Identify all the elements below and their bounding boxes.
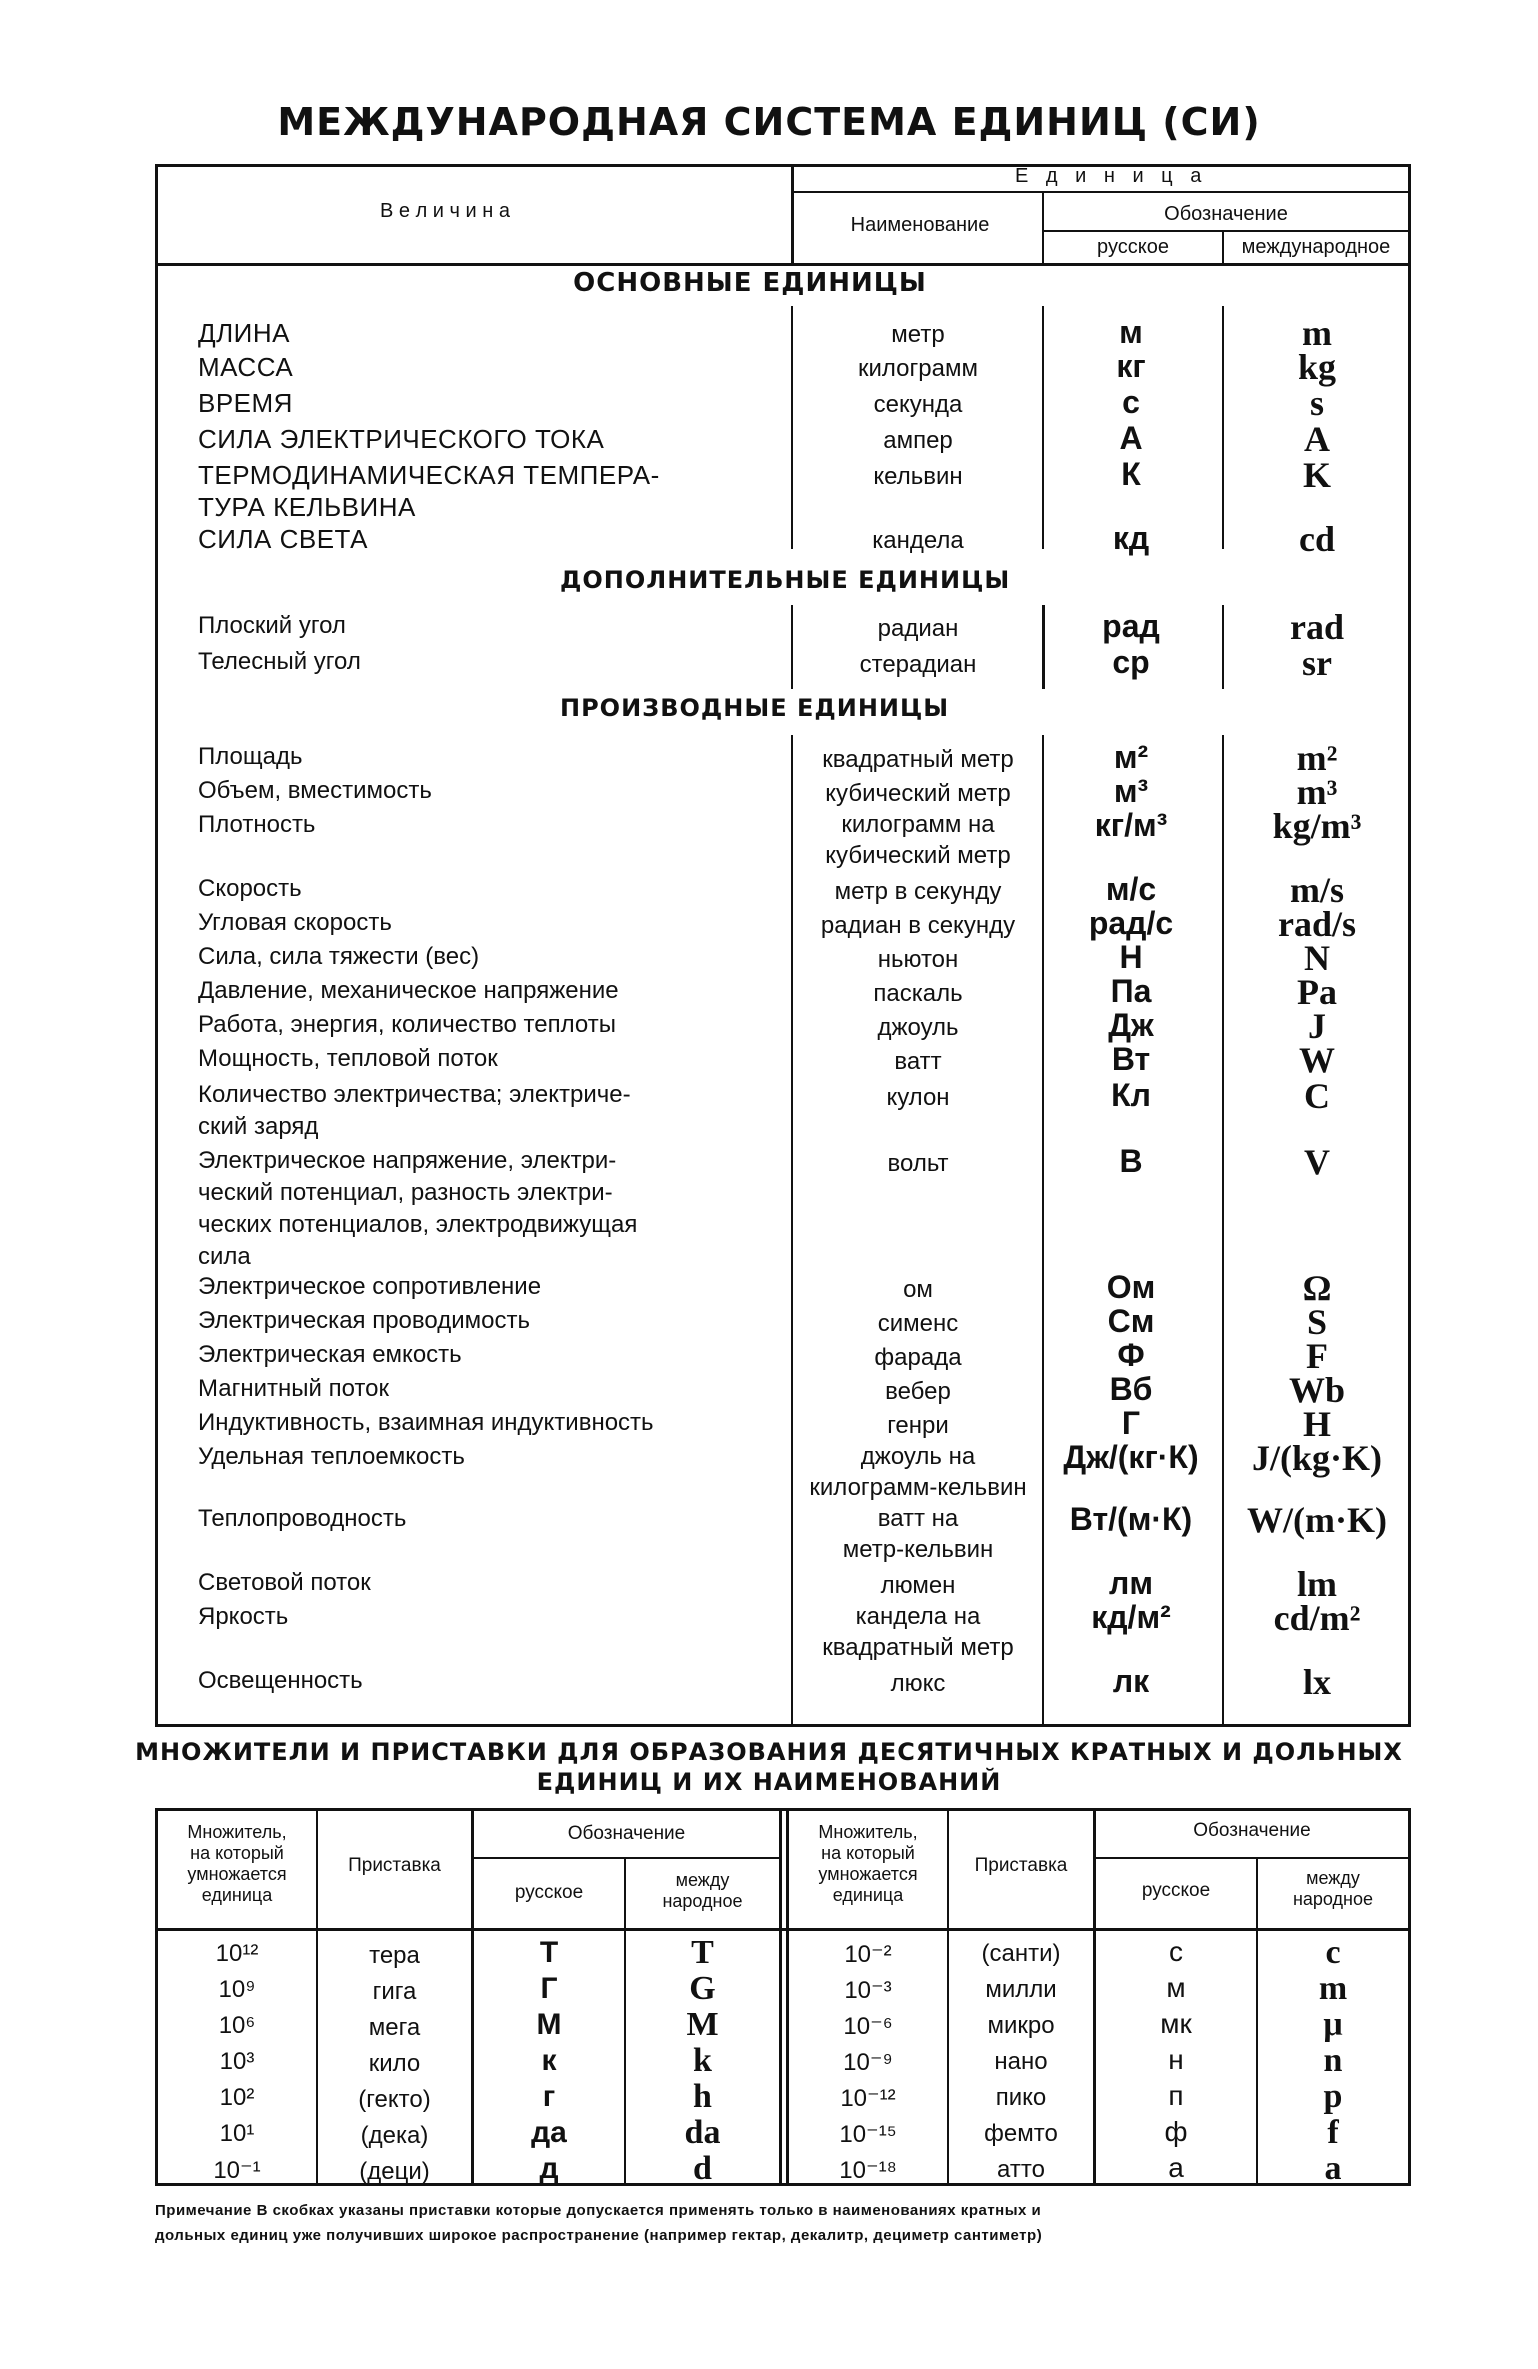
russian-symbol: кг [1116, 348, 1146, 384]
international-symbol: lx [1302, 1662, 1331, 1702]
unit-name: стерадиан [859, 651, 977, 678]
designation-header: Обозначение [1164, 203, 1288, 225]
russian-symbol: Н [1119, 939, 1143, 975]
unit-name: ом [903, 1276, 933, 1303]
international-symbol: lm [1297, 1564, 1337, 1604]
prefix-russian-symbol: мк [1160, 2008, 1192, 2039]
prefix-russian-symbol: п [1168, 2080, 1184, 2111]
russian-header-left: русское [514, 1882, 584, 1903]
international-symbol: sr [1302, 643, 1332, 683]
unit-name: джоуль [877, 1014, 959, 1041]
prefix-name: кило [368, 2050, 421, 2077]
prefix-name: мега [368, 2014, 421, 2041]
russian-symbol: рад [1102, 608, 1160, 644]
quantity-label: Электрическая проводимость [198, 1307, 530, 1334]
multiplier-value: 10¹² [215, 1940, 259, 1967]
russian-symbol: См [1107, 1303, 1155, 1339]
note-line-1: Примечание В скобках указаны приставки которые допускается применять только в наименованиях кратных и [155, 2202, 1042, 2219]
multiplier-value: 10⁻² [844, 1941, 892, 1968]
russian-symbol: с [1122, 384, 1140, 420]
multiplier-value: 10⁻¹ [213, 2157, 261, 2184]
name-header: Наименование [850, 214, 990, 236]
prefix-intl-symbol: n [1323, 2042, 1343, 2079]
russian-symbol: м/с [1105, 871, 1157, 907]
quantity-label: Теплопроводность [198, 1505, 407, 1532]
multiplier-value: 10⁶ [218, 2012, 256, 2039]
international-symbol: m³ [1296, 772, 1338, 812]
russian-symbol: рад/с [1088, 905, 1174, 941]
quantity-label: ДЛИНА [198, 318, 290, 348]
multiplier-value: 10⁻¹² [840, 2085, 896, 2112]
russian-header: русское [1097, 236, 1169, 258]
quantity-label: Количество электричества; электриче- [198, 1081, 631, 1108]
prefix-name: (санти) [981, 1940, 1061, 1967]
designation-header-right: Обозначение [1193, 1820, 1311, 1841]
prefix-russian-symbol: Т [539, 1936, 559, 1969]
prefix-russian-symbol: н [1168, 2044, 1184, 2075]
prefix-russian-symbol: с [1169, 1936, 1183, 1967]
quantity-label: Скорость [198, 875, 302, 902]
russian-symbol: лм [1109, 1565, 1153, 1601]
quantity-label: МАССА [198, 352, 294, 382]
quantity-label: Удельная теплоемкость [198, 1443, 465, 1470]
prefix-name: (деци) [359, 2158, 430, 2185]
international-symbol: Ω [1302, 1268, 1332, 1308]
unit-name: радиан [877, 615, 959, 642]
quantity-label: СИЛА ЭЛЕКТРИЧЕСКОГО ТОКА [198, 424, 605, 454]
prefix-russian-symbol: да [531, 2116, 567, 2149]
russian-symbol: кд/м² [1091, 1599, 1171, 1635]
unit-name: генри [887, 1412, 949, 1439]
unit-name: ватт на [877, 1505, 959, 1532]
international-symbol: s [1309, 383, 1324, 423]
unit-name: кубический метр [825, 780, 1011, 807]
international-symbol: S [1306, 1302, 1328, 1342]
prefix-name: микро [987, 2012, 1055, 2039]
international-header: международное [1241, 236, 1391, 258]
quantity-label: ский заряд [198, 1113, 319, 1140]
international-symbol: m² [1296, 738, 1338, 778]
quantity-label: Яркость [198, 1603, 289, 1630]
prefix-name: гига [372, 1978, 417, 2005]
russian-symbol: м [1119, 314, 1143, 350]
prefix-intl-symbol: p [1323, 2078, 1343, 2115]
international-symbol: A [1304, 419, 1330, 459]
prefix-intl-symbol: M [686, 2006, 719, 2043]
unit-name: джоуль на [860, 1443, 976, 1470]
international-symbol: W [1299, 1040, 1335, 1080]
unit-name: фарада [874, 1344, 962, 1371]
unit-name: кандела на [855, 1603, 981, 1630]
russian-symbol: лк [1112, 1663, 1150, 1699]
prefix-intl-symbol: T [691, 1934, 714, 1971]
russian-symbol: Па [1110, 973, 1152, 1009]
multiplier-value: 10⁻¹⁵ [839, 2121, 897, 2148]
international-symbol: Wb [1288, 1370, 1346, 1410]
prefix-name: фемто [984, 2120, 1058, 2147]
russian-symbol: Вт [1111, 1041, 1151, 1077]
prefix-name: (дека) [360, 2122, 429, 2149]
international-symbol: K [1302, 455, 1331, 495]
russian-symbol: м³ [1113, 773, 1149, 809]
quantity-label: Электрическое сопротивление [198, 1273, 542, 1300]
unit-name-cont: метр-кельвин [842, 1536, 994, 1563]
prefix-intl-symbol: m [1318, 1970, 1348, 2007]
international-symbol: J [1308, 1006, 1326, 1046]
prefix-intl-symbol: d [693, 2150, 712, 2187]
unit-name: ньютон [877, 946, 959, 973]
quantity-label: Плоский угол [198, 612, 346, 639]
prefix-intl-symbol: μ [1323, 2006, 1343, 2043]
international-symbol: H [1302, 1404, 1331, 1444]
quantity-label: Плотность [198, 811, 316, 838]
prefixes-title-line2: ЕДИНИЦ И ИХ НАИМЕНОВАНИЙ [536, 1768, 1002, 1796]
unit-name: ампер [883, 427, 953, 454]
russian-symbol: А [1119, 420, 1143, 456]
multiplier-header-left: Множитель, на который умножается единица [187, 1822, 287, 1905]
quantity-label: Мощность, тепловой поток [198, 1045, 498, 1072]
prefix-intl-symbol: da [684, 2114, 721, 2151]
russian-symbol: Вт/(м·К) [1069, 1501, 1193, 1537]
prefix-name: пико [995, 2084, 1047, 2111]
russian-symbol: кг/м³ [1094, 807, 1168, 843]
intl-header-right: между народное [1292, 1868, 1374, 1909]
unit-name: кельвин [873, 463, 963, 490]
section-derived-units: ПРОИЗВОДНЫЕ ЕДИНИЦЫ [560, 694, 950, 722]
prefix-intl-symbol: a [1324, 2150, 1342, 2187]
unit-name: вольт [887, 1150, 949, 1177]
unit-name-cont: кубический метр [825, 842, 1011, 869]
international-symbol: F [1306, 1336, 1328, 1376]
international-symbol: W/(m·K) [1247, 1500, 1387, 1540]
unit-name: радиан в секунду [820, 912, 1016, 939]
unit-name: квадратный метр [822, 746, 1014, 773]
multiplier-value: 10⁻¹⁸ [839, 2157, 897, 2184]
quantity-header: В е л и ч и н а [380, 200, 510, 222]
quantity-label: Площадь [198, 743, 303, 770]
multiplier-value: 10⁹ [218, 1976, 256, 2003]
prefix-russian-symbol: ф [1164, 2116, 1188, 2147]
prefixes-title-line1: МНОЖИТЕЛИ И ПРИСТАВКИ ДЛЯ ОБРАЗОВАНИЯ ДЕСЯТИЧНЫХ КРАТНЫХ И ДОЛЬНЫХ [135, 1738, 1403, 1766]
prefix-header-right: Приставка [974, 1855, 1068, 1876]
unit-name: кулон [886, 1084, 950, 1111]
section-base-units: ОСНОВНЫЕ ЕДИНИЦЫ [573, 268, 927, 298]
multiplier-value: 10⁻⁶ [843, 2013, 893, 2040]
russian-symbol: кд [1112, 520, 1150, 556]
quantity-label: ческий потенциал, разность электри- [198, 1179, 613, 1206]
prefix-russian-symbol: м [1166, 1972, 1186, 2003]
multiplier-value: 10¹ [219, 2120, 255, 2147]
russian-symbol: К [1121, 456, 1141, 492]
russian-symbol: В [1119, 1143, 1143, 1179]
quantity-label: Давление, механическое напряжение [198, 977, 619, 1004]
quantity-label: ТЕРМОДИНАМИЧЕСКАЯ ТЕМПЕРА- [198, 460, 660, 490]
unit-name: килограмм [858, 355, 978, 382]
quantity-label: ТУРА КЕЛЬВИНА [198, 492, 416, 522]
prefix-russian-symbol: д [539, 2152, 559, 2185]
quantity-label: Телесный угол [198, 648, 361, 675]
international-symbol: J/(kg·K) [1251, 1438, 1382, 1478]
international-symbol: kg/m³ [1272, 806, 1362, 846]
prefix-name: милли [985, 1976, 1057, 2003]
russian-symbol: Ф [1117, 1337, 1145, 1373]
unit-name: люмен [880, 1572, 956, 1599]
international-symbol: rad [1290, 607, 1344, 647]
unit-name: метр в секунду [834, 878, 1002, 905]
russian-symbol: Дж [1108, 1007, 1154, 1043]
russian-symbol: м² [1113, 739, 1149, 775]
unit-name: ватт [894, 1048, 942, 1075]
russian-header-right: русское [1141, 1880, 1211, 1901]
international-symbol: cd/m² [1273, 1598, 1361, 1638]
russian-symbol: Г [1121, 1405, 1141, 1441]
prefix-header-left: Приставка [348, 1855, 441, 1876]
unit-name-cont: килограмм-кельвин [809, 1474, 1027, 1501]
prefix-intl-symbol: G [689, 1970, 716, 2007]
unit-header: Е д и н и ц а [1015, 165, 1208, 187]
multiplier-value: 10⁻³ [844, 1977, 892, 2004]
quantity-label: СИЛА СВЕТА [198, 524, 368, 554]
quantity-label: сила [198, 1243, 251, 1270]
multiplier-value: 10⁻⁹ [843, 2049, 893, 2076]
quantity-label: Работа, энергия, количество теплоты [198, 1011, 616, 1038]
multiplier-value: 10³ [219, 2048, 255, 2075]
unit-name: секунда [873, 391, 963, 418]
prefix-russian-symbol: М [536, 2008, 562, 2041]
international-symbol: kg [1297, 347, 1337, 387]
quantity-label: Угловая скорость [198, 909, 392, 936]
quantity-label: Электрическое напряжение, электри- [198, 1147, 617, 1174]
international-symbol: cd [1299, 519, 1335, 559]
quantity-label: Световой поток [198, 1569, 371, 1596]
quantity-label: Освещенность [198, 1667, 363, 1694]
russian-symbol: Ом [1106, 1269, 1156, 1305]
unit-name-cont: квадратный метр [822, 1634, 1014, 1661]
unit-name: паскаль [873, 980, 963, 1007]
multiplier-value: 10² [219, 2084, 255, 2111]
quantity-label: Объем, вместимость [198, 777, 432, 804]
prefix-name: атто [997, 2156, 1045, 2183]
quantity-label: Электрическая емкость [198, 1341, 462, 1368]
international-symbol: N [1304, 938, 1330, 978]
multiplier-header-right: Множитель, на который умножается единица [818, 1822, 918, 1905]
russian-symbol: Кл [1111, 1077, 1151, 1113]
prefix-name: нано [994, 2048, 1048, 2075]
designation-header-left: Обозначение [567, 1823, 686, 1844]
international-symbol: m [1302, 313, 1332, 353]
prefix-russian-symbol: к [541, 2044, 557, 2077]
russian-symbol: Вб [1109, 1371, 1153, 1407]
prefix-intl-symbol: f [1327, 2114, 1339, 2151]
unit-name: вебер [885, 1378, 951, 1405]
prefix-name: (гекто) [358, 2086, 431, 2113]
intl-header-left: между народное [662, 1870, 743, 1911]
unit-name: килограмм на [841, 811, 995, 838]
russian-symbol: ср [1112, 644, 1150, 680]
prefix-name: тера [369, 1942, 420, 1969]
quantity-label: Индуктивность, взаимная индуктивность [198, 1409, 654, 1436]
quantity-label: Сила, сила тяжести (вес) [198, 943, 480, 970]
international-symbol: C [1304, 1076, 1330, 1116]
unit-name: метр [891, 321, 945, 348]
prefix-intl-symbol: k [693, 2042, 712, 2079]
section-supplementary-units: ДОПОЛНИТЕЛЬНЫЕ ЕДИНИЦЫ [560, 566, 1011, 594]
quantity-label: Магнитный поток [198, 1375, 389, 1402]
quantity-label: ческих потенциалов, электродвижущая [198, 1211, 638, 1238]
russian-symbol: Дж/(кг·К) [1063, 1439, 1199, 1475]
prefix-russian-symbol: г [542, 2080, 556, 2113]
quantity-label: ВРЕМЯ [198, 388, 293, 418]
prefix-intl-symbol: h [693, 2078, 712, 2115]
international-symbol: rad/s [1277, 904, 1356, 944]
note-line-2: дольных единиц уже получивших широкое распространение (например гектар, декалитр, дециметр сантиметр) [155, 2227, 1043, 2244]
prefix-russian-symbol: Г [540, 1972, 558, 2005]
international-symbol: V [1304, 1142, 1330, 1182]
unit-name: кандела [872, 527, 964, 554]
prefix-russian-symbol: а [1168, 2152, 1184, 2183]
prefix-intl-symbol: c [1325, 1934, 1341, 1971]
page-title: МЕЖДУНАРОДНАЯ СИСТЕМА ЕДИНИЦ (СИ) [277, 100, 1261, 144]
unit-name: люкс [890, 1670, 946, 1697]
unit-name: сименс [877, 1310, 959, 1337]
international-symbol: Pa [1297, 972, 1337, 1012]
international-symbol: m/s [1290, 870, 1344, 910]
